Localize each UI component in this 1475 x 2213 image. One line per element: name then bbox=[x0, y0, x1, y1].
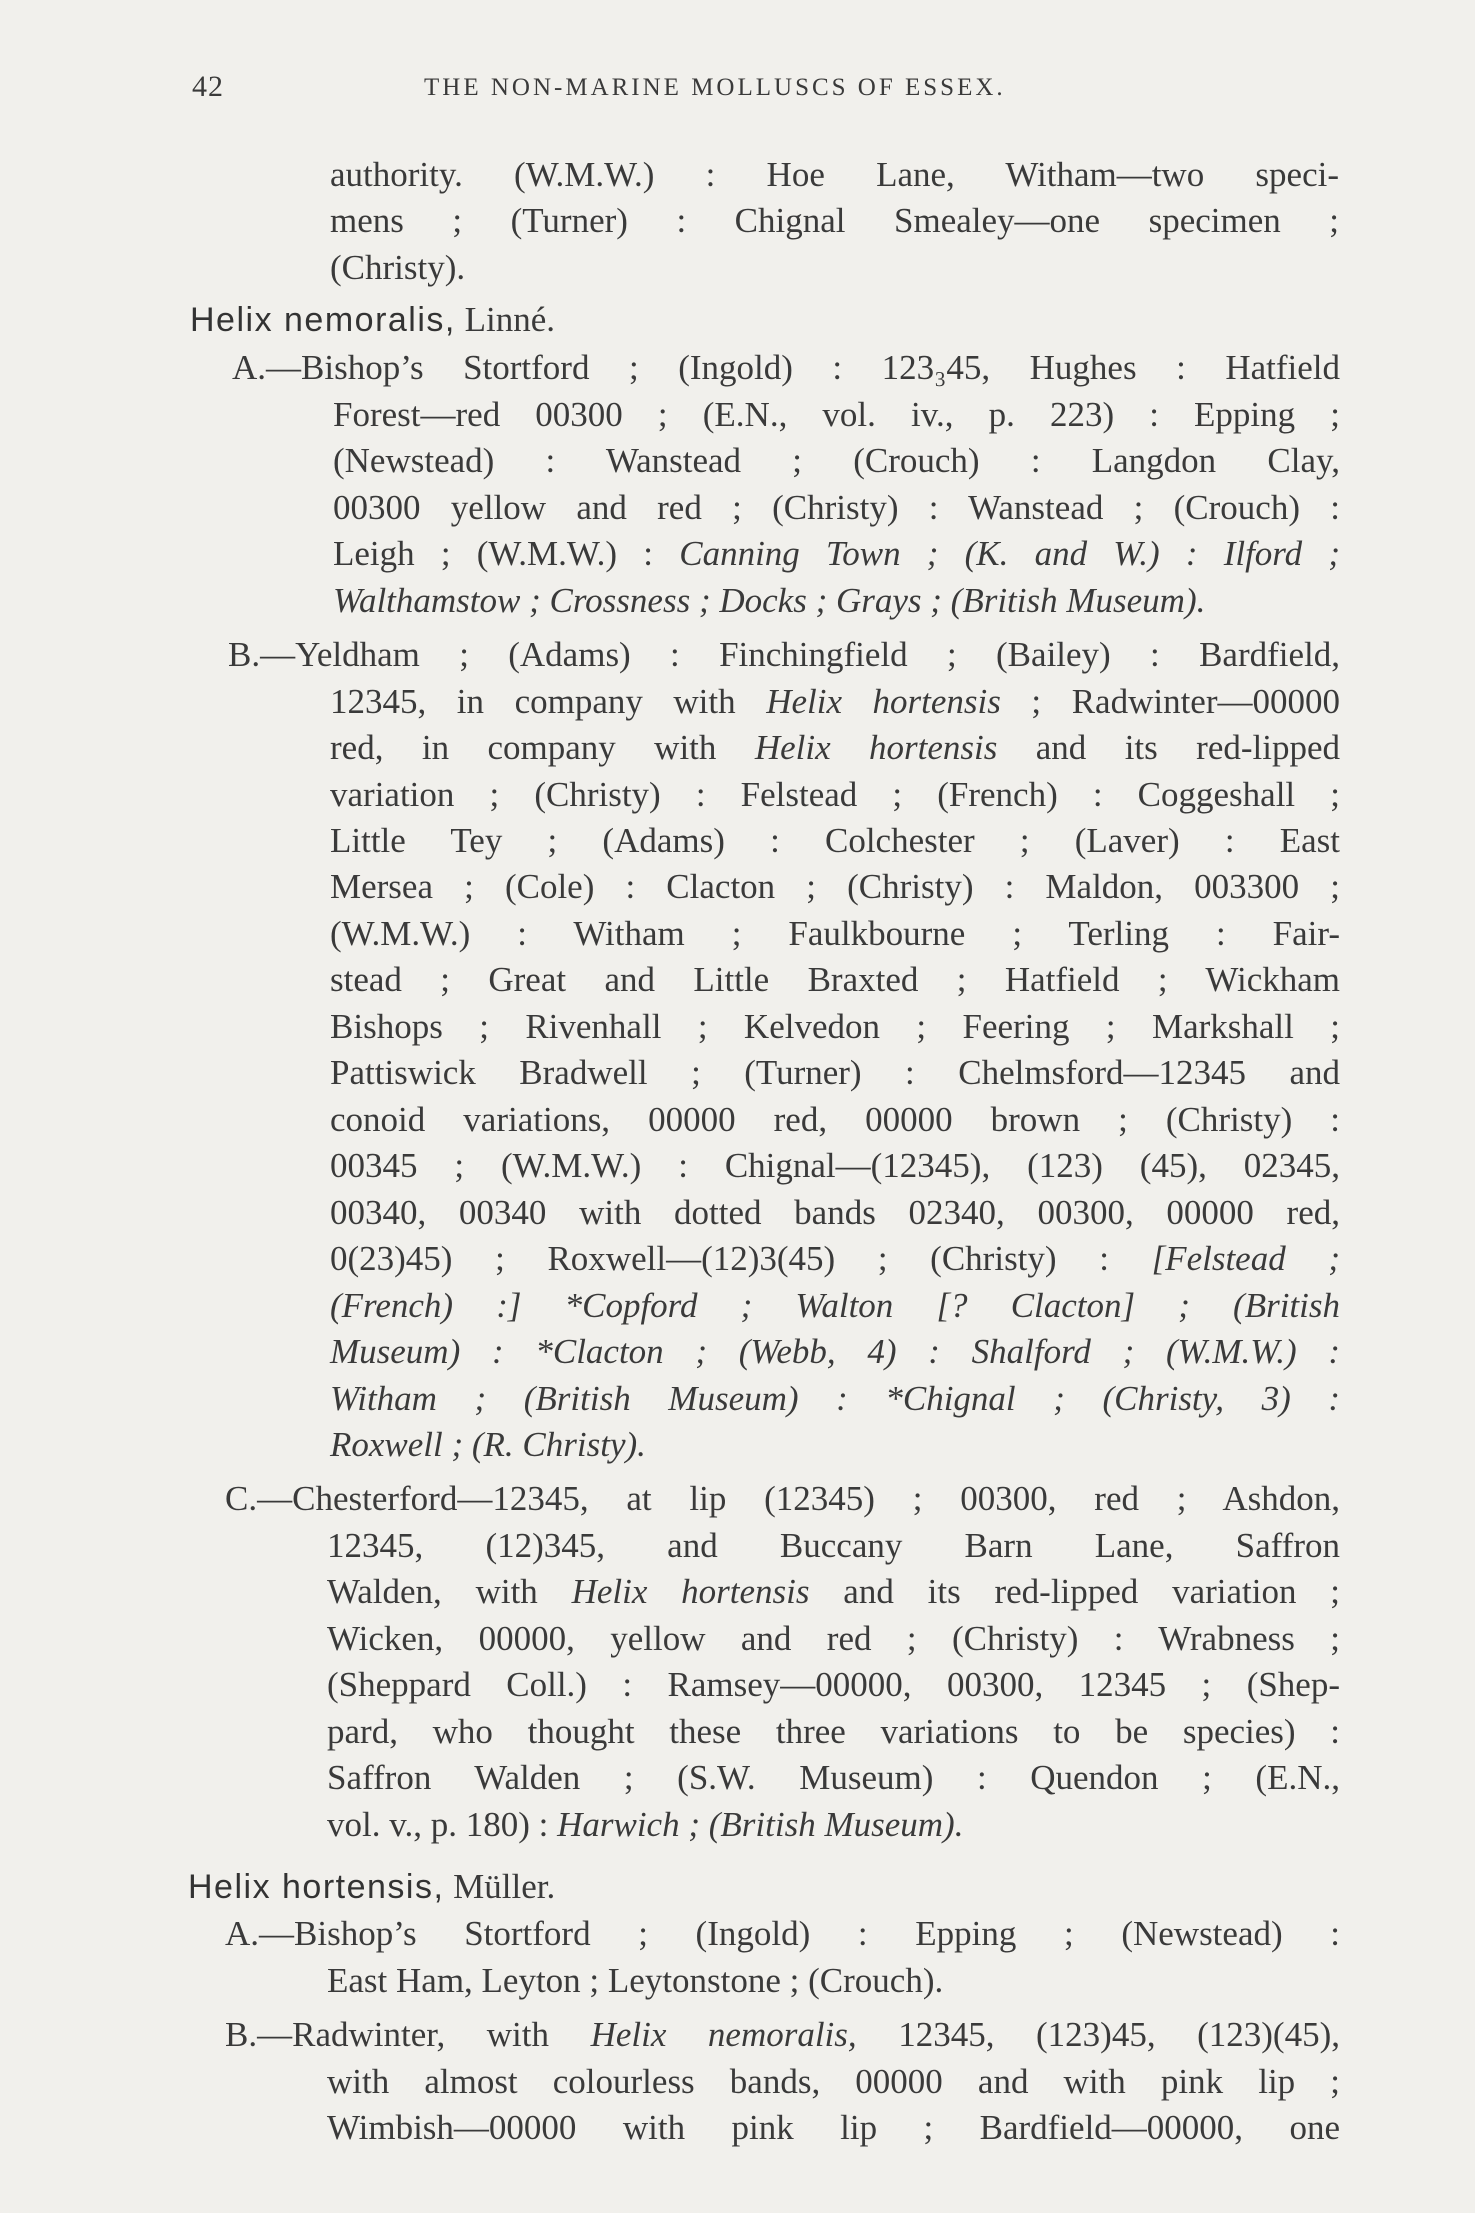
text-span-italic: Helix hortensis bbox=[754, 728, 998, 767]
text-span-italic: [Felstead ; bbox=[1151, 1239, 1340, 1278]
text-line: Pattiswick Bradwell ; (Turner) : Chelmsford—12345 and bbox=[330, 1053, 1340, 1092]
text-line: (W.M.W.) : Witham ; Faulkbourne ; Terling : Fair- bbox=[330, 914, 1340, 953]
text-line bbox=[330, 1329, 1340, 1375]
text-span-italic: (French) :] *Copford ; Walton [? Clacton] ; (British bbox=[330, 1286, 1340, 1325]
text-span-italic: Helix nemoralis, bbox=[590, 2015, 857, 2054]
species-name: Helix hortensis, bbox=[188, 1868, 445, 1906]
text-span: Walden, with bbox=[327, 1572, 572, 1611]
text-span-italic: Walthamstow ; Crossness ; Docks ; Grays ; (British Museum). bbox=[333, 581, 1206, 620]
species-heading-helix-hortensis bbox=[188, 1863, 555, 1911]
page-number: 42 bbox=[192, 70, 224, 103]
text-line: 12345, (12)345, and Buccany Barn Lane, Saffron bbox=[327, 1526, 1340, 1565]
text-span: B.—Radwinter, with bbox=[225, 2015, 591, 2054]
text-line: Saffron Walden ; (S.W. Museum) : Quendon ; (E.N., bbox=[327, 1758, 1340, 1797]
text-line: with almost colourless bands, 00000 and with pink lip ; bbox=[327, 2062, 1340, 2101]
text-line: Mersea ; (Cole) : Clacton ; (Christy) : Maldon, 003300 ; bbox=[330, 867, 1340, 906]
text-span: 12345, (123)45, (123)(45), bbox=[856, 2015, 1340, 2054]
species-heading-helix-nemoralis bbox=[190, 296, 555, 344]
text-line: Little Tey ; (Adams) : Colchester ; (Laver) : East bbox=[330, 821, 1340, 860]
text-span: 12345, in company with bbox=[330, 682, 767, 721]
text-line bbox=[330, 679, 1340, 725]
text-line: Wicken, 00000, yellow and red ; (Christy) : Wrabness ; bbox=[327, 1619, 1340, 1658]
text-line: stead ; Great and Little Braxted ; Hatfield ; Wickham bbox=[330, 960, 1340, 999]
text-span-italic: Witham ; (British Museum) : *Chignal ; (Christy, 3) : bbox=[330, 1379, 1340, 1418]
text-span-italic: Canning Town ; (K. and W.) : Ilford ; bbox=[679, 534, 1340, 573]
text-line: B.—Yeldham ; (Adams) : Finchingfield ; (Bailey) : Bardfield, bbox=[228, 635, 1340, 674]
text-span: and its red-lipped variation ; bbox=[809, 1572, 1341, 1611]
text-span-italic: Roxwell ; (R. Christy). bbox=[330, 1425, 646, 1464]
text-span-italic: Helix hortensis bbox=[766, 682, 1001, 721]
text-line bbox=[327, 1802, 963, 1848]
text-line: authority. (W.M.W.) : Hoe Lane, Witham—two speci- bbox=[330, 155, 1339, 194]
text-line: Bishops ; Rivenhall ; Kelvedon ; Feering ; Markshall ; bbox=[330, 1007, 1340, 1046]
text-line: variation ; (Christy) : Felstead ; (French) : Coggeshall ; bbox=[330, 775, 1340, 814]
text-span: Leigh ; (W.M.W.) : bbox=[333, 534, 680, 573]
text-line: 00345 ; (W.M.W.) : Chignal—(12345), (123) (45), 02345, bbox=[330, 1146, 1340, 1185]
text-line: A.—Bishop’s Stortford ; (Ingold) : 123₃45, Hughes : Hatfield bbox=[232, 348, 1340, 387]
text-line bbox=[330, 1376, 1340, 1422]
text-span: red, in company with bbox=[330, 728, 755, 767]
species-authority: Linné. bbox=[455, 300, 555, 339]
text-line bbox=[327, 1569, 1340, 1615]
text-line: A.—Bishop’s Stortford ; (Ingold) : Epping ; (Newstead) : bbox=[225, 1914, 1340, 1953]
page-header bbox=[192, 70, 1332, 116]
text-line bbox=[330, 725, 1340, 771]
text-line: Wimbish—00000 with pink lip ; Bardfield—00000, one bbox=[327, 2108, 1340, 2147]
text-span-italic: Museum) : *Clacton ; (Webb, 4) : Shalford ; (W.M.W.) : bbox=[330, 1332, 1340, 1371]
text-line bbox=[330, 1283, 1340, 1329]
text-line: (Sheppard Coll.) : Ramsey—00000, 00300, 12345 ; (Shep- bbox=[327, 1665, 1340, 1704]
text-line: East Ham, Leyton ; Leytonstone ; (Crouch). bbox=[327, 1961, 944, 2000]
text-line bbox=[333, 531, 1340, 577]
text-line: pard, who thought these three variations to be species) : bbox=[327, 1712, 1340, 1751]
text-line: conoid variations, 00000 red, 00000 brown ; (Christy) : bbox=[330, 1100, 1340, 1139]
text-span: and its red-lipped bbox=[997, 728, 1341, 767]
text-line: 00340, 00340 with dotted bands 02340, 00300, 00000 red, bbox=[330, 1193, 1340, 1232]
text-line bbox=[330, 1422, 646, 1468]
text-line: C.—Chesterford—12345, at lip (12345) ; 00300, red ; Ashdon, bbox=[225, 1479, 1340, 1518]
text-span-italic: Harwich ; (British Museum). bbox=[557, 1805, 964, 1844]
text-line: (Christy). bbox=[330, 248, 466, 287]
text-line: mens ; (Turner) : Chignal Smealey—one specimen ; bbox=[330, 201, 1339, 240]
running-title: THE NON-MARINE MOLLUSCS OF ESSEX. bbox=[424, 74, 1006, 101]
text-line: (Newstead) : Wanstead ; (Crouch) : Langdon Clay, bbox=[333, 441, 1340, 480]
text-line bbox=[330, 1236, 1340, 1282]
text-line: 00300 yellow and red ; (Christy) : Wanstead ; (Crouch) : bbox=[333, 488, 1340, 527]
text-span-italic: Helix hortensis bbox=[571, 1572, 810, 1611]
species-name: Helix nemoralis, bbox=[190, 301, 456, 339]
species-authority: Müller. bbox=[444, 1867, 556, 1906]
text-span: ; Radwinter—00000 bbox=[1000, 682, 1340, 721]
text-span: 0(23)45) ; Roxwell—(12)3(45) ; (Christy) : bbox=[330, 1239, 1152, 1278]
text-line: Forest—red 00300 ; (E.N., vol. iv., p. 223) : Epping ; bbox=[333, 395, 1340, 434]
text-line bbox=[225, 2012, 1340, 2058]
text-line bbox=[333, 578, 1340, 624]
text-span: vol. v., p. 180) : bbox=[327, 1805, 558, 1844]
